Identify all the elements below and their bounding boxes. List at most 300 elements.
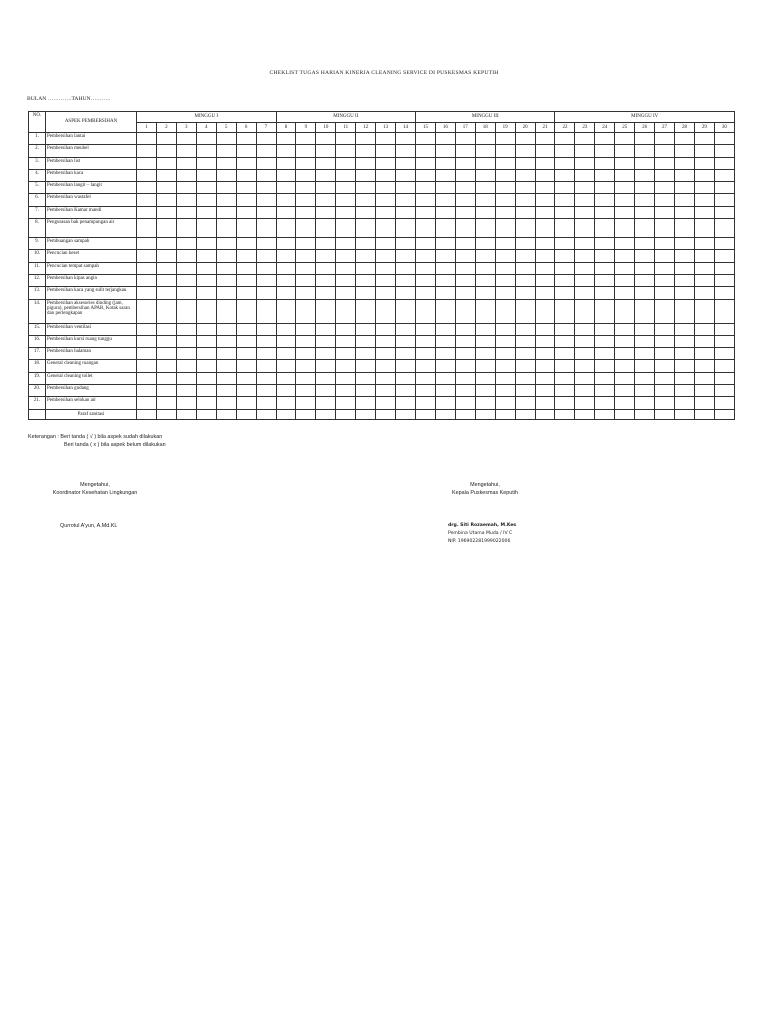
check-cell[interactable]	[555, 182, 575, 194]
check-cell[interactable]	[595, 385, 615, 397]
paraf-cell[interactable]	[396, 409, 416, 419]
check-cell[interactable]	[137, 145, 157, 157]
check-cell[interactable]	[137, 372, 157, 384]
check-cell[interactable]	[396, 194, 416, 206]
check-cell[interactable]	[356, 133, 376, 145]
check-cell[interactable]	[216, 385, 236, 397]
check-cell[interactable]	[655, 274, 675, 286]
check-cell[interactable]	[475, 250, 495, 262]
check-cell[interactable]	[435, 182, 455, 194]
check-cell[interactable]	[655, 133, 675, 145]
check-cell[interactable]	[495, 157, 515, 169]
check-cell[interactable]	[356, 194, 376, 206]
check-cell[interactable]	[575, 372, 595, 384]
check-cell[interactable]	[694, 133, 714, 145]
check-cell[interactable]	[435, 262, 455, 274]
check-cell[interactable]	[535, 194, 555, 206]
check-cell[interactable]	[455, 238, 475, 250]
check-cell[interactable]	[216, 348, 236, 360]
check-cell[interactable]	[356, 206, 376, 218]
check-cell[interactable]	[714, 360, 734, 372]
check-cell[interactable]	[137, 219, 157, 238]
check-cell[interactable]	[276, 182, 296, 194]
check-cell[interactable]	[176, 385, 196, 397]
check-cell[interactable]	[137, 287, 157, 299]
check-cell[interactable]	[376, 335, 396, 347]
check-cell[interactable]	[296, 206, 316, 218]
check-cell[interactable]	[396, 250, 416, 262]
check-cell[interactable]	[176, 145, 196, 157]
check-cell[interactable]	[615, 397, 635, 409]
check-cell[interactable]	[396, 397, 416, 409]
check-cell[interactable]	[256, 238, 276, 250]
check-cell[interactable]	[336, 206, 356, 218]
check-cell[interactable]	[535, 219, 555, 238]
check-cell[interactable]	[216, 182, 236, 194]
check-cell[interactable]	[216, 250, 236, 262]
check-cell[interactable]	[575, 274, 595, 286]
check-cell[interactable]	[655, 335, 675, 347]
check-cell[interactable]	[196, 157, 216, 169]
check-cell[interactable]	[137, 299, 157, 323]
check-cell[interactable]	[694, 274, 714, 286]
check-cell[interactable]	[256, 182, 276, 194]
check-cell[interactable]	[475, 219, 495, 238]
check-cell[interactable]	[356, 145, 376, 157]
check-cell[interactable]	[416, 274, 436, 286]
check-cell[interactable]	[515, 206, 535, 218]
check-cell[interactable]	[376, 238, 396, 250]
check-cell[interactable]	[455, 194, 475, 206]
check-cell[interactable]	[714, 262, 734, 274]
check-cell[interactable]	[694, 182, 714, 194]
check-cell[interactable]	[196, 335, 216, 347]
check-cell[interactable]	[475, 385, 495, 397]
check-cell[interactable]	[655, 385, 675, 397]
check-cell[interactable]	[137, 238, 157, 250]
check-cell[interactable]	[495, 238, 515, 250]
check-cell[interactable]	[575, 299, 595, 323]
check-cell[interactable]	[396, 157, 416, 169]
check-cell[interactable]	[495, 145, 515, 157]
check-cell[interactable]	[655, 299, 675, 323]
check-cell[interactable]	[694, 145, 714, 157]
check-cell[interactable]	[316, 335, 336, 347]
check-cell[interactable]	[236, 250, 256, 262]
check-cell[interactable]	[236, 274, 256, 286]
check-cell[interactable]	[416, 145, 436, 157]
check-cell[interactable]	[236, 323, 256, 335]
check-cell[interactable]	[694, 262, 714, 274]
paraf-cell[interactable]	[336, 409, 356, 419]
check-cell[interactable]	[176, 133, 196, 145]
check-cell[interactable]	[575, 238, 595, 250]
check-cell[interactable]	[356, 323, 376, 335]
check-cell[interactable]	[475, 182, 495, 194]
check-cell[interactable]	[475, 335, 495, 347]
check-cell[interactable]	[396, 360, 416, 372]
check-cell[interactable]	[575, 133, 595, 145]
check-cell[interactable]	[655, 145, 675, 157]
check-cell[interactable]	[555, 145, 575, 157]
check-cell[interactable]	[156, 348, 176, 360]
check-cell[interactable]	[655, 206, 675, 218]
check-cell[interactable]	[675, 250, 695, 262]
check-cell[interactable]	[236, 238, 256, 250]
check-cell[interactable]	[555, 323, 575, 335]
check-cell[interactable]	[256, 348, 276, 360]
check-cell[interactable]	[455, 169, 475, 181]
check-cell[interactable]	[256, 169, 276, 181]
paraf-cell[interactable]	[555, 409, 575, 419]
check-cell[interactable]	[216, 287, 236, 299]
check-cell[interactable]	[435, 206, 455, 218]
check-cell[interactable]	[595, 219, 615, 238]
check-cell[interactable]	[216, 397, 236, 409]
paraf-cell[interactable]	[196, 409, 216, 419]
check-cell[interactable]	[615, 335, 635, 347]
check-cell[interactable]	[176, 169, 196, 181]
check-cell[interactable]	[635, 397, 655, 409]
check-cell[interactable]	[495, 372, 515, 384]
check-cell[interactable]	[535, 157, 555, 169]
check-cell[interactable]	[176, 157, 196, 169]
check-cell[interactable]	[575, 194, 595, 206]
check-cell[interactable]	[196, 262, 216, 274]
check-cell[interactable]	[376, 385, 396, 397]
check-cell[interactable]	[176, 219, 196, 238]
check-cell[interactable]	[675, 157, 695, 169]
check-cell[interactable]	[595, 157, 615, 169]
check-cell[interactable]	[495, 385, 515, 397]
check-cell[interactable]	[256, 372, 276, 384]
check-cell[interactable]	[236, 299, 256, 323]
check-cell[interactable]	[156, 385, 176, 397]
check-cell[interactable]	[176, 299, 196, 323]
check-cell[interactable]	[336, 397, 356, 409]
check-cell[interactable]	[216, 323, 236, 335]
check-cell[interactable]	[316, 206, 336, 218]
check-cell[interactable]	[435, 372, 455, 384]
check-cell[interactable]	[296, 169, 316, 181]
check-cell[interactable]	[396, 287, 416, 299]
check-cell[interactable]	[196, 238, 216, 250]
paraf-cell[interactable]	[416, 409, 436, 419]
check-cell[interactable]	[176, 360, 196, 372]
check-cell[interactable]	[276, 360, 296, 372]
check-cell[interactable]	[635, 145, 655, 157]
check-cell[interactable]	[635, 360, 655, 372]
check-cell[interactable]	[675, 348, 695, 360]
check-cell[interactable]	[635, 262, 655, 274]
paraf-cell[interactable]	[694, 409, 714, 419]
check-cell[interactable]	[495, 133, 515, 145]
check-cell[interactable]	[196, 250, 216, 262]
check-cell[interactable]	[176, 323, 196, 335]
check-cell[interactable]	[356, 157, 376, 169]
check-cell[interactable]	[714, 182, 734, 194]
check-cell[interactable]	[714, 194, 734, 206]
check-cell[interactable]	[615, 299, 635, 323]
check-cell[interactable]	[396, 348, 416, 360]
check-cell[interactable]	[455, 219, 475, 238]
paraf-cell[interactable]	[356, 409, 376, 419]
check-cell[interactable]	[176, 287, 196, 299]
check-cell[interactable]	[256, 397, 276, 409]
check-cell[interactable]	[137, 323, 157, 335]
check-cell[interactable]	[714, 372, 734, 384]
check-cell[interactable]	[615, 182, 635, 194]
check-cell[interactable]	[256, 145, 276, 157]
check-cell[interactable]	[475, 133, 495, 145]
check-cell[interactable]	[216, 219, 236, 238]
check-cell[interactable]	[655, 238, 675, 250]
check-cell[interactable]	[535, 335, 555, 347]
check-cell[interactable]	[675, 385, 695, 397]
check-cell[interactable]	[216, 372, 236, 384]
check-cell[interactable]	[256, 335, 276, 347]
check-cell[interactable]	[435, 299, 455, 323]
check-cell[interactable]	[555, 397, 575, 409]
check-cell[interactable]	[575, 145, 595, 157]
check-cell[interactable]	[535, 348, 555, 360]
check-cell[interactable]	[515, 372, 535, 384]
check-cell[interactable]	[396, 182, 416, 194]
check-cell[interactable]	[276, 262, 296, 274]
check-cell[interactable]	[475, 238, 495, 250]
check-cell[interactable]	[316, 348, 336, 360]
check-cell[interactable]	[515, 360, 535, 372]
check-cell[interactable]	[635, 219, 655, 238]
check-cell[interactable]	[714, 169, 734, 181]
check-cell[interactable]	[376, 323, 396, 335]
check-cell[interactable]	[296, 250, 316, 262]
check-cell[interactable]	[714, 385, 734, 397]
check-cell[interactable]	[296, 262, 316, 274]
check-cell[interactable]	[376, 206, 396, 218]
check-cell[interactable]	[256, 219, 276, 238]
check-cell[interactable]	[396, 372, 416, 384]
check-cell[interactable]	[535, 250, 555, 262]
check-cell[interactable]	[256, 385, 276, 397]
check-cell[interactable]	[276, 323, 296, 335]
check-cell[interactable]	[316, 360, 336, 372]
check-cell[interactable]	[256, 274, 276, 286]
check-cell[interactable]	[655, 250, 675, 262]
check-cell[interactable]	[137, 274, 157, 286]
check-cell[interactable]	[256, 133, 276, 145]
check-cell[interactable]	[416, 287, 436, 299]
check-cell[interactable]	[276, 133, 296, 145]
check-cell[interactable]	[635, 348, 655, 360]
check-cell[interactable]	[176, 335, 196, 347]
check-cell[interactable]	[575, 385, 595, 397]
check-cell[interactable]	[236, 206, 256, 218]
check-cell[interactable]	[615, 348, 635, 360]
check-cell[interactable]	[376, 250, 396, 262]
check-cell[interactable]	[435, 397, 455, 409]
check-cell[interactable]	[316, 274, 336, 286]
check-cell[interactable]	[495, 206, 515, 218]
check-cell[interactable]	[316, 397, 336, 409]
check-cell[interactable]	[535, 169, 555, 181]
check-cell[interactable]	[714, 145, 734, 157]
check-cell[interactable]	[137, 360, 157, 372]
check-cell[interactable]	[714, 348, 734, 360]
check-cell[interactable]	[595, 360, 615, 372]
paraf-cell[interactable]	[276, 409, 296, 419]
check-cell[interactable]	[535, 238, 555, 250]
check-cell[interactable]	[356, 219, 376, 238]
check-cell[interactable]	[635, 385, 655, 397]
check-cell[interactable]	[495, 299, 515, 323]
check-cell[interactable]	[495, 360, 515, 372]
check-cell[interactable]	[555, 287, 575, 299]
check-cell[interactable]	[595, 169, 615, 181]
check-cell[interactable]	[256, 360, 276, 372]
check-cell[interactable]	[396, 262, 416, 274]
check-cell[interactable]	[176, 194, 196, 206]
check-cell[interactable]	[455, 335, 475, 347]
check-cell[interactable]	[655, 182, 675, 194]
check-cell[interactable]	[515, 145, 535, 157]
check-cell[interactable]	[515, 274, 535, 286]
check-cell[interactable]	[595, 335, 615, 347]
check-cell[interactable]	[216, 157, 236, 169]
check-cell[interactable]	[455, 299, 475, 323]
check-cell[interactable]	[216, 194, 236, 206]
check-cell[interactable]	[515, 323, 535, 335]
check-cell[interactable]	[137, 133, 157, 145]
check-cell[interactable]	[176, 262, 196, 274]
check-cell[interactable]	[655, 157, 675, 169]
check-cell[interactable]	[176, 250, 196, 262]
check-cell[interactable]	[515, 194, 535, 206]
check-cell[interactable]	[435, 169, 455, 181]
check-cell[interactable]	[435, 133, 455, 145]
check-cell[interactable]	[515, 238, 535, 250]
check-cell[interactable]	[196, 372, 216, 384]
check-cell[interactable]	[595, 287, 615, 299]
paraf-cell[interactable]	[376, 409, 396, 419]
check-cell[interactable]	[635, 157, 655, 169]
check-cell[interactable]	[615, 206, 635, 218]
check-cell[interactable]	[635, 323, 655, 335]
paraf-cell[interactable]	[675, 409, 695, 419]
check-cell[interactable]	[296, 372, 316, 384]
check-cell[interactable]	[595, 238, 615, 250]
check-cell[interactable]	[515, 262, 535, 274]
check-cell[interactable]	[236, 219, 256, 238]
check-cell[interactable]	[495, 348, 515, 360]
check-cell[interactable]	[714, 219, 734, 238]
paraf-cell[interactable]	[535, 409, 555, 419]
check-cell[interactable]	[535, 299, 555, 323]
check-cell[interactable]	[515, 133, 535, 145]
check-cell[interactable]	[435, 360, 455, 372]
check-cell[interactable]	[396, 206, 416, 218]
check-cell[interactable]	[714, 335, 734, 347]
check-cell[interactable]	[475, 194, 495, 206]
check-cell[interactable]	[316, 299, 336, 323]
check-cell[interactable]	[356, 262, 376, 274]
check-cell[interactable]	[455, 348, 475, 360]
check-cell[interactable]	[595, 299, 615, 323]
check-cell[interactable]	[515, 348, 535, 360]
check-cell[interactable]	[176, 206, 196, 218]
check-cell[interactable]	[356, 397, 376, 409]
check-cell[interactable]	[236, 157, 256, 169]
check-cell[interactable]	[316, 372, 336, 384]
check-cell[interactable]	[575, 169, 595, 181]
check-cell[interactable]	[575, 348, 595, 360]
check-cell[interactable]	[555, 385, 575, 397]
check-cell[interactable]	[455, 206, 475, 218]
check-cell[interactable]	[714, 299, 734, 323]
check-cell[interactable]	[416, 372, 436, 384]
check-cell[interactable]	[296, 299, 316, 323]
check-cell[interactable]	[256, 262, 276, 274]
check-cell[interactable]	[176, 397, 196, 409]
check-cell[interactable]	[296, 397, 316, 409]
check-cell[interactable]	[276, 219, 296, 238]
check-cell[interactable]	[156, 287, 176, 299]
check-cell[interactable]	[575, 157, 595, 169]
check-cell[interactable]	[455, 157, 475, 169]
check-cell[interactable]	[635, 274, 655, 286]
check-cell[interactable]	[236, 262, 256, 274]
check-cell[interactable]	[714, 323, 734, 335]
check-cell[interactable]	[435, 335, 455, 347]
check-cell[interactable]	[316, 145, 336, 157]
check-cell[interactable]	[675, 372, 695, 384]
check-cell[interactable]	[495, 194, 515, 206]
paraf-cell[interactable]	[515, 409, 535, 419]
check-cell[interactable]	[416, 169, 436, 181]
check-cell[interactable]	[196, 133, 216, 145]
check-cell[interactable]	[416, 194, 436, 206]
check-cell[interactable]	[435, 323, 455, 335]
check-cell[interactable]	[615, 169, 635, 181]
check-cell[interactable]	[535, 262, 555, 274]
check-cell[interactable]	[655, 194, 675, 206]
check-cell[interactable]	[635, 238, 655, 250]
check-cell[interactable]	[376, 182, 396, 194]
check-cell[interactable]	[156, 182, 176, 194]
check-cell[interactable]	[376, 348, 396, 360]
check-cell[interactable]	[356, 274, 376, 286]
paraf-cell[interactable]	[455, 409, 475, 419]
check-cell[interactable]	[396, 323, 416, 335]
check-cell[interactable]	[356, 360, 376, 372]
check-cell[interactable]	[435, 348, 455, 360]
check-cell[interactable]	[236, 335, 256, 347]
check-cell[interactable]	[316, 157, 336, 169]
paraf-cell[interactable]	[236, 409, 256, 419]
check-cell[interactable]	[435, 274, 455, 286]
check-cell[interactable]	[336, 145, 356, 157]
check-cell[interactable]	[396, 335, 416, 347]
check-cell[interactable]	[515, 397, 535, 409]
check-cell[interactable]	[714, 157, 734, 169]
check-cell[interactable]	[575, 262, 595, 274]
check-cell[interactable]	[156, 238, 176, 250]
check-cell[interactable]	[276, 299, 296, 323]
check-cell[interactable]	[675, 299, 695, 323]
check-cell[interactable]	[376, 169, 396, 181]
check-cell[interactable]	[196, 182, 216, 194]
check-cell[interactable]	[276, 287, 296, 299]
